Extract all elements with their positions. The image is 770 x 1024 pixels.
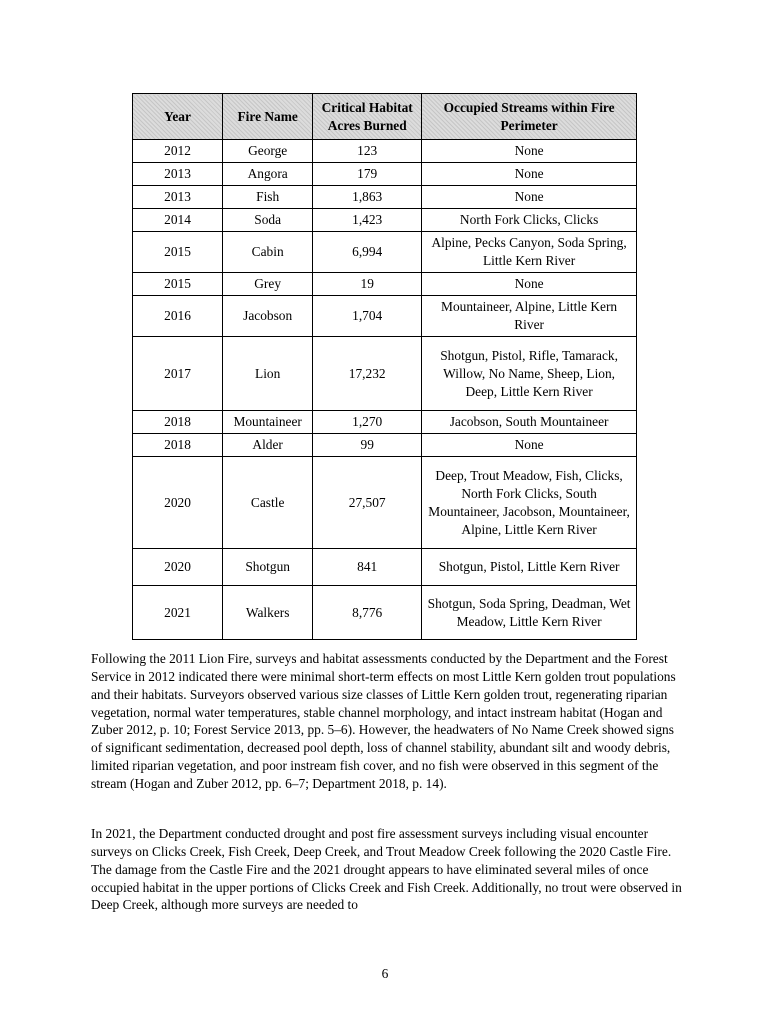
cell-year: 2018	[133, 434, 223, 457]
header-year: Year	[133, 94, 223, 140]
cell-occupied-streams: Jacobson, South Mountaineer	[422, 411, 637, 434]
paragraph-castle-fire: In 2021, the Department conducted drought and post fire assessment surveys including visual encounter surveys on Clicks Creek, Fish Creek, Deep Creek, and Trout Meadow Creek following the 2020 Castle Fire. The damage from the Castle Fire and the 2021 drought appears to have eliminated several miles of once occupied habitat in the upper portions of Clicks Creek and Fish Creek. Additionally, no trout were observed in Deep Creek, although more surveys are needed to	[91, 826, 682, 913]
table-header-row	[133, 94, 637, 140]
cell-acres-burned: 6,994	[313, 232, 422, 273]
cell-year: 2014	[133, 209, 223, 232]
cell-year: 2015	[133, 232, 223, 273]
table-body	[133, 140, 637, 640]
table-row	[133, 296, 637, 337]
cell-acres-burned: 27,507	[313, 457, 422, 549]
table-row	[133, 186, 637, 209]
header-acres-burned: Critical Habitat Acres Burned	[313, 94, 422, 140]
cell-fire-name: George	[223, 140, 313, 163]
cell-acres-burned: 8,776	[313, 586, 422, 640]
cell-year: 2021	[133, 586, 223, 640]
header-fire-name: Fire Name	[223, 94, 313, 140]
table-row	[133, 163, 637, 186]
cell-acres-burned: 179	[313, 163, 422, 186]
cell-fire-name: Castle	[223, 457, 313, 549]
cell-acres-burned: 1,423	[313, 209, 422, 232]
cell-fire-name: Alder	[223, 434, 313, 457]
cell-year: 2016	[133, 296, 223, 337]
table-row	[133, 273, 637, 296]
fire-history-table	[132, 93, 637, 640]
cell-fire-name: Grey	[223, 273, 313, 296]
cell-year: 2012	[133, 140, 223, 163]
cell-year: 2015	[133, 273, 223, 296]
cell-occupied-streams: Mountaineer, Alpine, Little Kern River	[422, 296, 637, 337]
table-row	[133, 140, 637, 163]
cell-acres-burned: 1,863	[313, 186, 422, 209]
cell-year: 2020	[133, 549, 223, 586]
cell-fire-name: Shotgun	[223, 549, 313, 586]
cell-occupied-streams: None	[422, 434, 637, 457]
cell-occupied-streams: Shotgun, Pistol, Rifle, Tamarack, Willow, No Name, Sheep, Lion, Deep, Little Kern River	[422, 337, 637, 411]
page-number: 6	[381, 966, 389, 981]
table-row	[133, 549, 637, 586]
cell-acres-burned: 19	[313, 273, 422, 296]
table-row	[133, 457, 637, 549]
cell-acres-burned: 1,270	[313, 411, 422, 434]
header-occupied-streams: Occupied Streams within Fire Perimeter	[422, 94, 637, 140]
cell-occupied-streams: None	[422, 273, 637, 296]
cell-year: 2018	[133, 411, 223, 434]
cell-occupied-streams: None	[422, 163, 637, 186]
cell-acres-burned: 17,232	[313, 337, 422, 411]
table-row	[133, 411, 637, 434]
cell-occupied-streams: Shotgun, Pistol, Little Kern River	[422, 549, 637, 586]
cell-fire-name: Mountaineer	[223, 411, 313, 434]
cell-occupied-streams: North Fork Clicks, Clicks	[422, 209, 637, 232]
cell-year: 2017	[133, 337, 223, 411]
paragraph-lion-fire: Following the 2011 Lion Fire, surveys and habitat assessments conducted by the Department and the Forest Service in 2012 indicated there were minimal short-term effects on most Little Kern golden trout populations and their habitats. Surveyors observed various size classes of Little Kern golden trout, regenerating riparian vegetation, normal water temperatures, stable channel morphology, and intact instream habitat (Hogan and Zuber 2012, p. 10; Forest Service 2013, pp. 5–6). However, the headwaters of No Name Creek showed signs of significant sedimentation, decreased pool depth, loss of channel stability, abundant silt and woody debris, limited riparian vegetation, and poor instream fish cover, and no fish were observed in this segment of the stream (Hogan and Zuber 2012, pp. 6–7; Department 2018, p. 14).	[91, 651, 676, 791]
cell-occupied-streams: None	[422, 140, 637, 163]
cell-fire-name: Angora	[223, 163, 313, 186]
cell-fire-name: Lion	[223, 337, 313, 411]
cell-occupied-streams: Shotgun, Soda Spring, Deadman, Wet Meadow, Little Kern River	[422, 586, 637, 640]
cell-year: 2013	[133, 163, 223, 186]
cell-fire-name: Walkers	[223, 586, 313, 640]
cell-occupied-streams: Deep, Trout Meadow, Fish, Clicks, North Fork Clicks, South Mountaineer, Jacobson, Mountaineer, Alpine, Little Kern River	[422, 457, 637, 549]
table-row	[133, 337, 637, 411]
cell-acres-burned: 1,704	[313, 296, 422, 337]
table-row	[133, 232, 637, 273]
table-row	[133, 434, 637, 457]
cell-fire-name: Cabin	[223, 232, 313, 273]
cell-acres-burned: 99	[313, 434, 422, 457]
cell-fire-name: Jacobson	[223, 296, 313, 337]
cell-fire-name: Fish	[223, 186, 313, 209]
cell-occupied-streams: None	[422, 186, 637, 209]
table-row	[133, 209, 637, 232]
cell-acres-burned: 123	[313, 140, 422, 163]
cell-fire-name: Soda	[223, 209, 313, 232]
cell-year: 2013	[133, 186, 223, 209]
cell-occupied-streams: Alpine, Pecks Canyon, Soda Spring, Little Kern River	[422, 232, 637, 273]
table-row	[133, 586, 637, 640]
cell-acres-burned: 841	[313, 549, 422, 586]
cell-year: 2020	[133, 457, 223, 549]
